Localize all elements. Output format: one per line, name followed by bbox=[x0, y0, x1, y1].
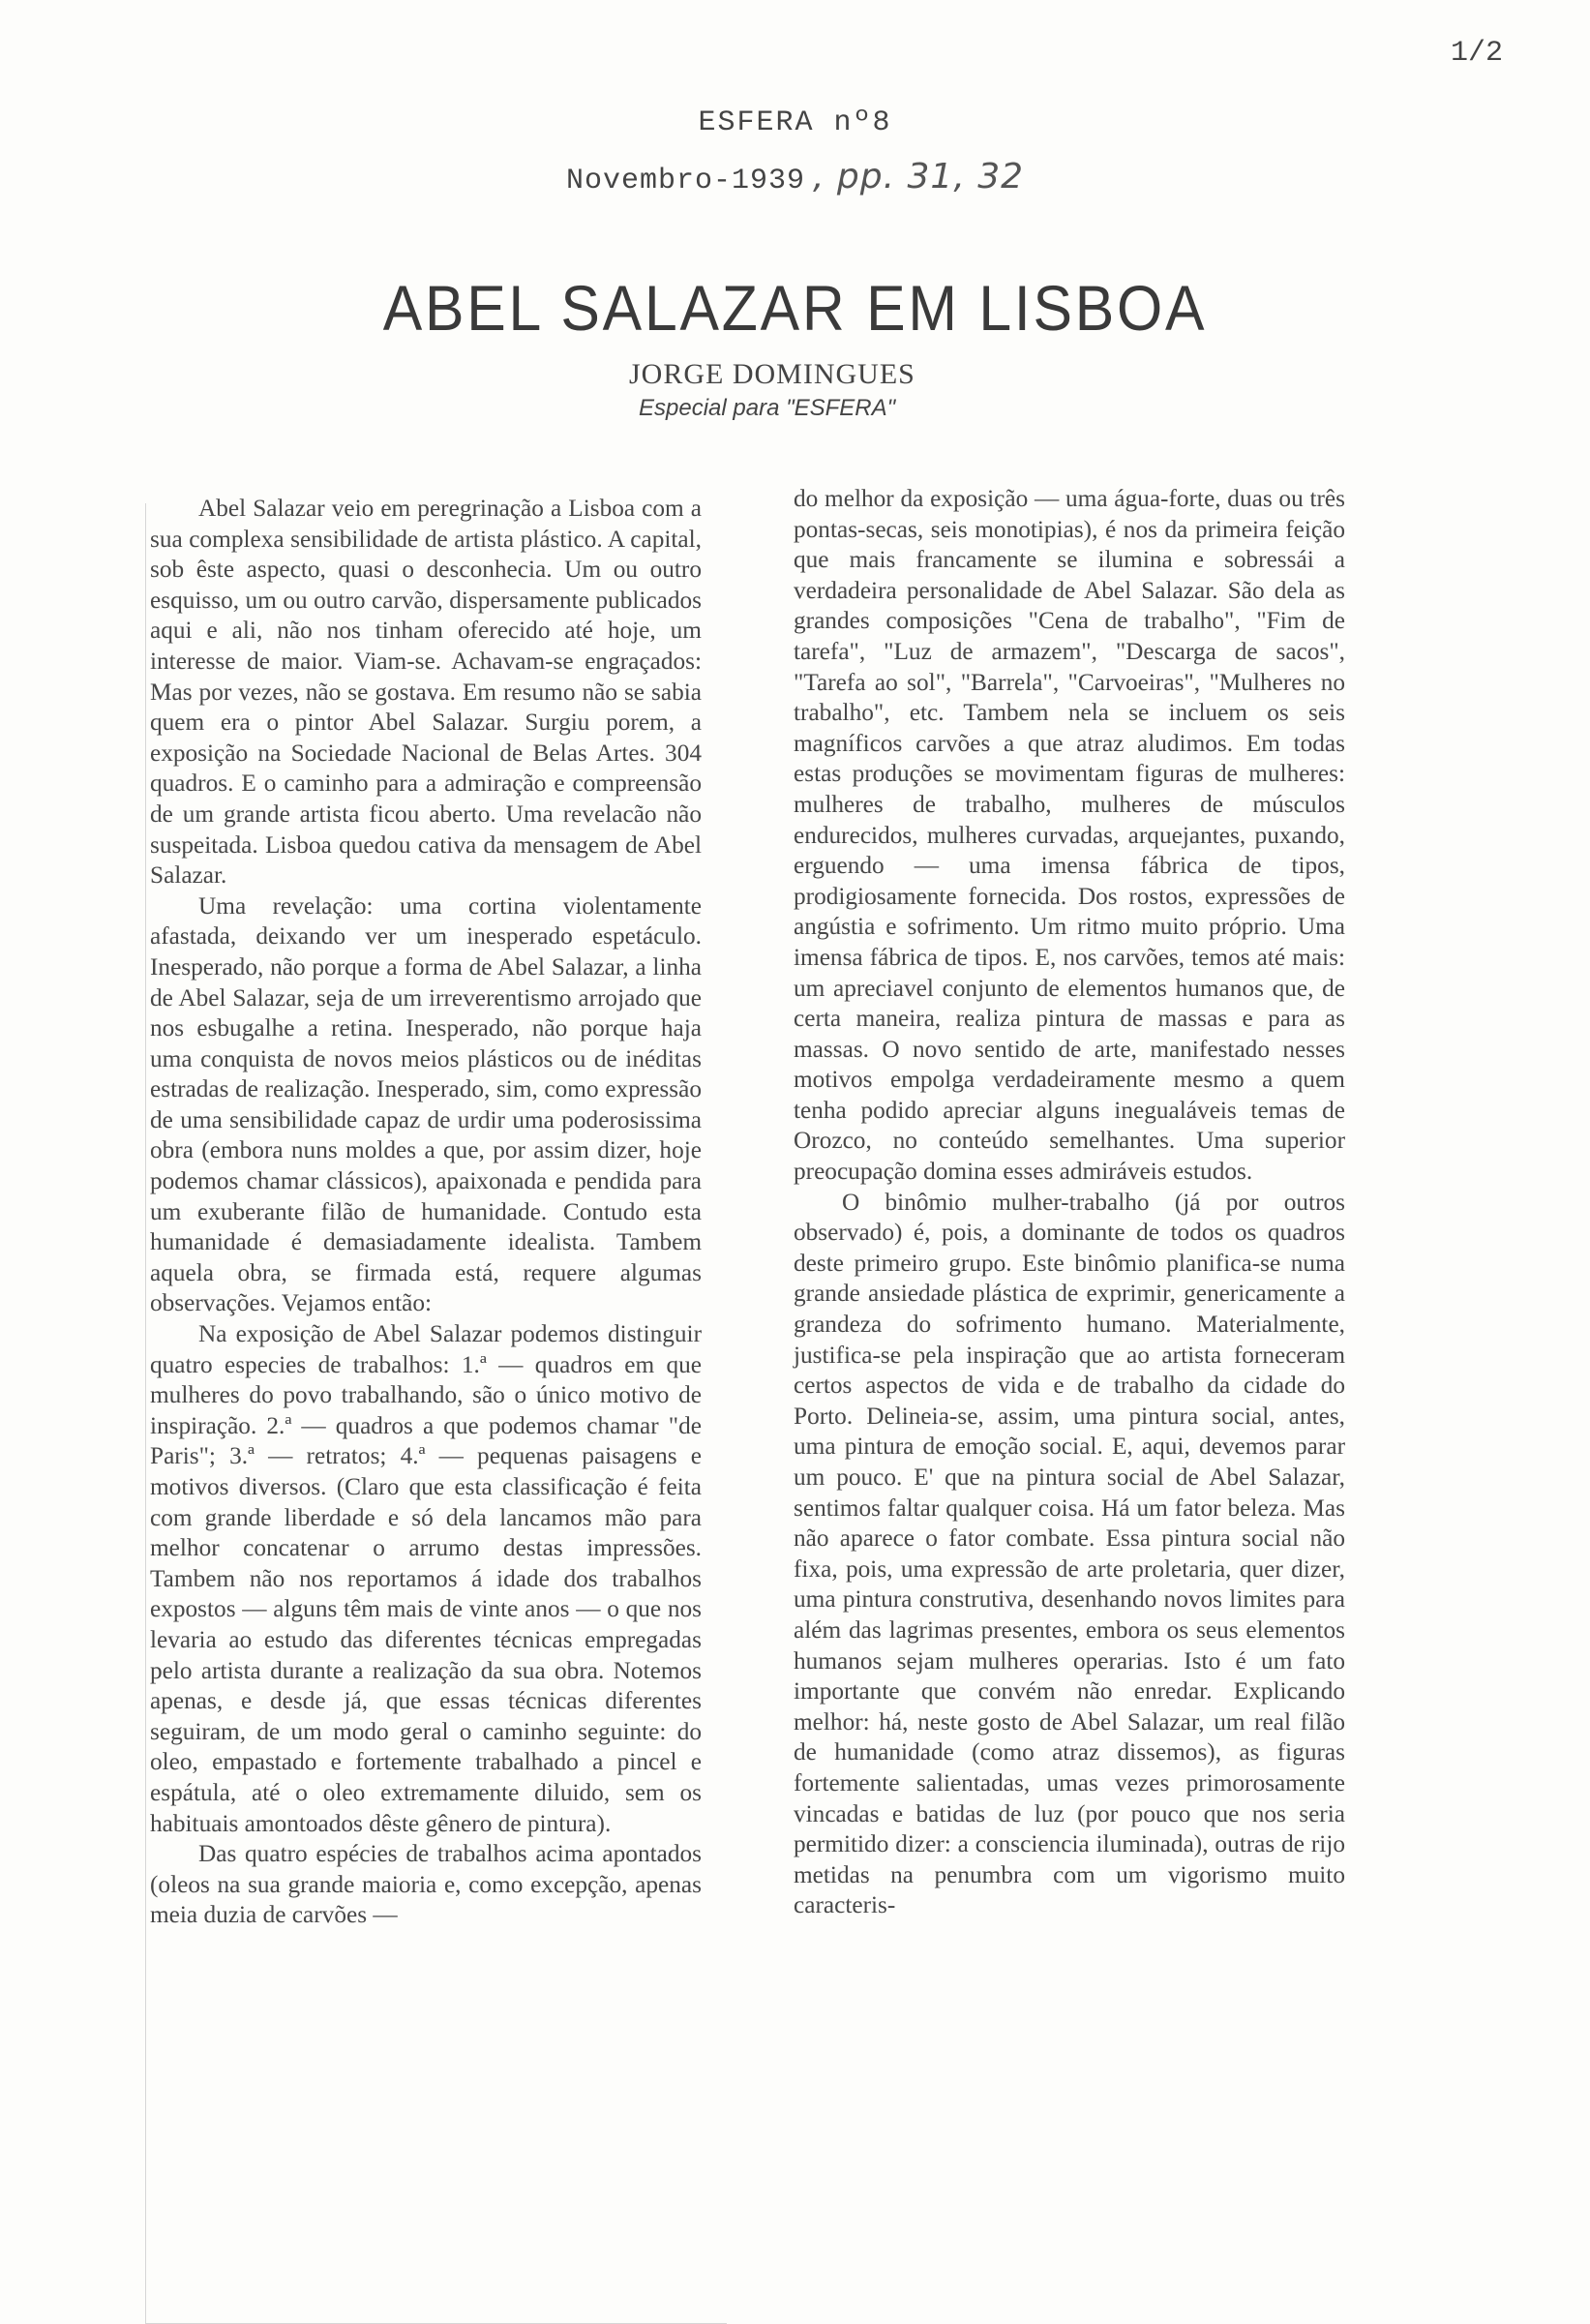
paragraph: Das quatro espécies de trabalhos acima apontados (oleos na sua grande maioria e, como excepção, apenas meia duzia de carvões — bbox=[150, 1840, 702, 1929]
publication-date-line bbox=[0, 157, 1590, 197]
publication-date: Novembro-1939 bbox=[565, 165, 806, 197]
publication-name: ESFERA nº8 bbox=[698, 106, 892, 139]
paragraph: do melhor da exposição — uma água-forte, duas ou três pontas-secas, seis monotipias), é nos da primeira feição que mais francamente se ilumina e sobressái a verdadeira personalidade de Abel Salazar. São dela as grandes composições "Cena de trabalho", "Fim de tarefa", "Luz de armazem", "Descarga de sacos", "Tarefa ao sol", "Barrela", "Carvoeiras", "Mulheres no trabalho", etc. Tambem nela se incluem os seis magníficos carvões a que atraz aludimos. Em todas estas produções se movimentam figuras de mulheres: mulheres de trabalho, mulheres de músculos endurecidos, mulheres curvadas, arquejantes, puxando, erguendo — uma imensa fábrica de tipos, prodigiosamente fornecida. Dos rostos, expressões de angústia e sofrimento. Um ritmo muito próprio. Uma imensa fábrica de tipos. E, nos carvões, temos até mais: um apreciavel conjunto de elementos humanos que, de certa maneira, realiza pintura de massas e para as massas. O novo sentido de arte, manifestado nesses motivos empolga verdadeiramente mesmo a quem tenha podido apreciar alguns inegualáveis temas de Orozco, no conteúdo semelhantes. Uma superior preocupação domina esses admiráveis estudos. bbox=[794, 485, 1345, 1186]
article-title: ABEL SALAZAR EM LISBOA bbox=[382, 272, 1208, 344]
left-column bbox=[150, 494, 702, 1931]
article-special-note: Especial para "ESFERA" bbox=[639, 395, 896, 421]
publication-header bbox=[0, 106, 1590, 197]
article-author: JORGE DOMINGUES bbox=[629, 358, 915, 390]
paragraph: Uma revelação: uma cortina violentamente afastada, deixando ver um inesperado espetáculo. Inesperado, não porque a forma de Abel Salazar, a linha de Abel Salazar, seja de um irreverentismo arrojado que nos esbugalhe a retina. Inesperado, não porque haja uma conquista de novos meios plásticos ou de inéditas estradas de realização. Inesperado, sim, como expressão de uma sensibilidade capaz de urdir uma poderosissima obra (embora nuns moldes a que, por assim dizer, hoje podemos chamar clássicos), apaixonada e pendida para um exuberante filão de humanidade. Contudo esta humanidade é demasiadamente idealista. Tambem aquela obra, se firmada está, requere algumas observações. Vejamos então: bbox=[150, 891, 702, 1317]
paragraph: Abel Salazar veio em peregrinação a Lisboa com a sua complexa sensibilidade de artista plástico. A capital, sob êste aspecto, quasi o desconhecia. Um ou outro esquisso, um ou outro carvão, dispersamente publicados aqui e ali, não nos tinham oferecido até hoje, um interesse de maior. Viam-se. Achavam-se engraçados: Mas por vezes, não se gostava. Em resumo não se sabia quem era o pintor Abel Salazar. Surgiu porem, a exposição na Sociedade Nacional de Belas Artes. 304 quadros. E o caminho para a admiração e compreensão de um grande artista ficou aberto. Uma revelacão não suspeitada. Lisboa quedou cativa da mensagem de Abel Salazar. bbox=[150, 495, 702, 890]
right-column bbox=[794, 484, 1345, 1921]
paragraph: Na exposição de Abel Salazar podemos distinguir quatro especies de trabalhos: 1.ª — quadros em que mulheres do povo trabalhando, são o único motivo de inspiração. 2.ª — quadros a que podemos chamar "de Paris"; 3.ª — retratos; 4.ª — pequenas paisagens e motivos diversos. (Claro que esta classificação é feita com grande liberdade e só dela lancamos mão para melhor concatenar o arrumo destas impressões. Tambem não nos reportamos á idade dos trabalhos expostos — alguns têm mais de vinte anos — o que nos levaria ao estudo das diferentes técnicas empregadas pelo artista durante a realização da sua obra. Notemos apenas, e desde já, que essas técnicas diferentes seguiram, de um modo geral o caminho seguinte: do oleo, empastado e fortemente trabalhado a pincel e espátula, até o oleo extremamente diluido, sem os habituais amontoados dêste gênero de pintura). bbox=[150, 1320, 702, 1837]
page-number: 1/2 bbox=[1450, 37, 1503, 70]
handwritten-page-note: , pp. 31, 32 bbox=[813, 157, 1025, 196]
paragraph: O binômio mulher-trabalho (já por outros observado) é, pois, a dominante de todos os quadros deste primeiro grupo. Este binômio planifica-se numa grande ansiedade plástica de exprimir, genericamente a grandeza do sofrimento humano. Materialmente, justifica-se pela inspiração que ao artista forneceram certos aspectos de vida e de trabalho da cidade do Porto. Delineia-se, assim, uma pintura social, antes, uma pintura de emoção social. E, aqui, devemos parar um pouco. E' que na pintura social de Abel Salazar, sentimos faltar qualquer coisa. Há um fator beleza. Mas não aparece o fator combate. Essa pintura social não fixa, pois, uma expressão de arte proletaria, quer dizer, uma pintura construtiva, desenhando novos limites para além das lagrimas presentes, embora os seus elementos humanos sejam mulheres operarias. Isto é um fato importante que convém não enredar. Explicando melhor: há, neste gosto de Abel Salazar, um real filão de humanidade (como atraz dissemos), as figuras fortemente salientadas, umas vezes primorosamente vincadas e batidas de luz (por pouco que nos seria permitido dizer: a consciencia iluminada), outras de rijo metidas na penumbra com um vigorismo muito caracteris- bbox=[794, 1188, 1345, 1919]
